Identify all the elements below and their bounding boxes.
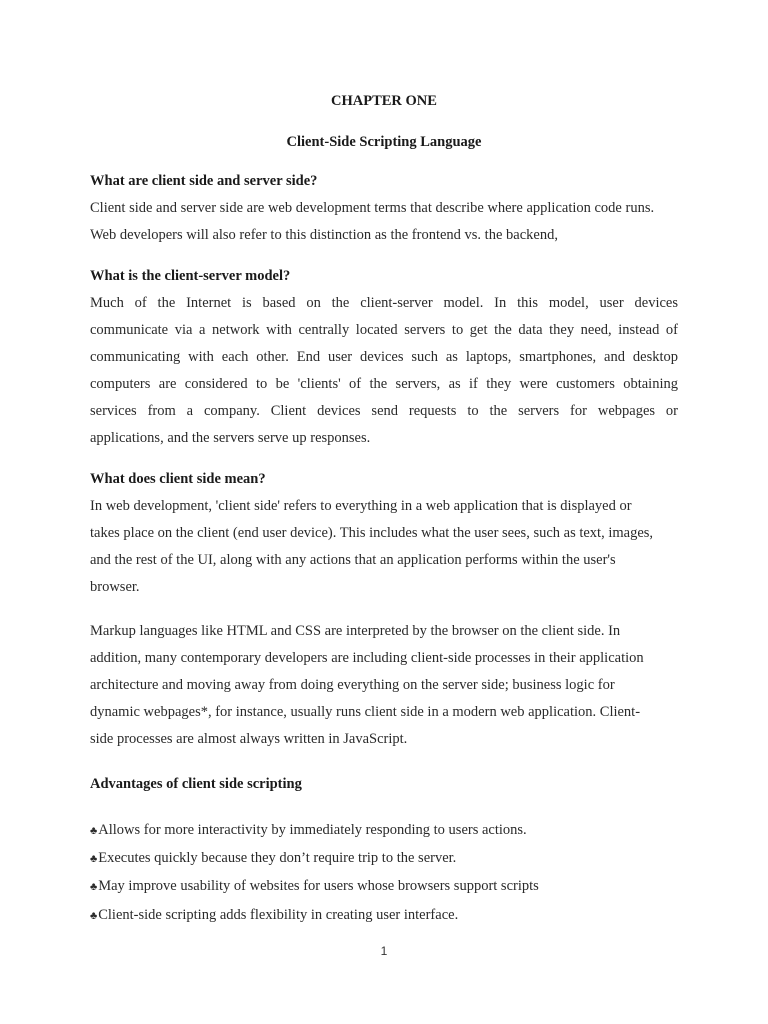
list-item xyxy=(90,878,539,895)
paragraph-line: computers are considered to be 'clients' of the servers, as if they were customers obtaining xyxy=(90,376,678,392)
section-heading: What are client side and server side? xyxy=(90,173,318,189)
paragraph-line: takes place on the client (end user device). This includes what the user sees, such as text, images, xyxy=(90,525,654,541)
list-item-text: Allows for more interactivity by immediately responding to users actions. xyxy=(98,822,527,838)
paragraph-line: browser. xyxy=(90,579,140,595)
list-item-text: May improve usability of websites for users whose browsers support scripts xyxy=(98,878,539,894)
document-title: Client-Side Scripting Language xyxy=(286,134,482,150)
list-item-text: Executes quickly because they don’t require trip to the server. xyxy=(98,850,457,866)
paragraph-line: services from a company. Client devices send requests to the servers for webpages or xyxy=(90,403,678,419)
club-bullet-icon: ♣ xyxy=(90,910,98,922)
paragraph-line: Much of the Internet is based on the client-server model. In this model, user devices xyxy=(90,295,678,311)
section-heading: What is the client-server model? xyxy=(90,268,291,284)
club-bullet-icon: ♣ xyxy=(90,881,98,893)
page-number: 1 xyxy=(380,944,388,958)
section-heading: What does client side mean? xyxy=(90,471,266,487)
paragraph-line: Client side and server side are web development terms that describe where application code runs. xyxy=(90,200,655,216)
paragraph-line: In web development, 'client side' refers to everything in a web application that is displayed or xyxy=(90,498,632,514)
paragraph-line: dynamic webpages*, for instance, usually runs client side in a modern web application. Client- xyxy=(90,704,641,720)
paragraph-line: and the rest of the UI, along with any actions that an application performs within the user's xyxy=(90,552,616,568)
list-item xyxy=(90,822,527,839)
section-heading: Advantages of client side scripting xyxy=(90,776,302,792)
paragraph-line: Web developers will also refer to this distinction as the frontend vs. the backend, xyxy=(90,227,558,243)
list-item-text: Client-side scripting adds flexibility in creating user interface. xyxy=(98,907,459,923)
paragraph-line: communicate via a network with centrally located servers to get the data they need, instead of xyxy=(90,322,678,338)
paragraph-line: side processes are almost always written in JavaScript. xyxy=(90,731,408,747)
club-bullet-icon: ♣ xyxy=(90,853,98,865)
paragraph-line: communicating with each other. End user devices such as laptops, smartphones, and desktop xyxy=(90,349,678,365)
paragraph-line: architecture and moving away from doing everything on the server side; business logic for xyxy=(90,677,615,693)
chapter-label: CHAPTER ONE xyxy=(331,93,437,109)
paragraph-line: Markup languages like HTML and CSS are interpreted by the browser on the client side. In xyxy=(90,623,621,639)
list-item xyxy=(90,907,458,924)
paragraph-line: applications, and the servers serve up responses. xyxy=(90,430,371,446)
club-bullet-icon: ♣ xyxy=(90,825,98,837)
paragraph-line: addition, many contemporary developers are including client-side processes in their application xyxy=(90,650,644,666)
list-item xyxy=(90,850,456,867)
